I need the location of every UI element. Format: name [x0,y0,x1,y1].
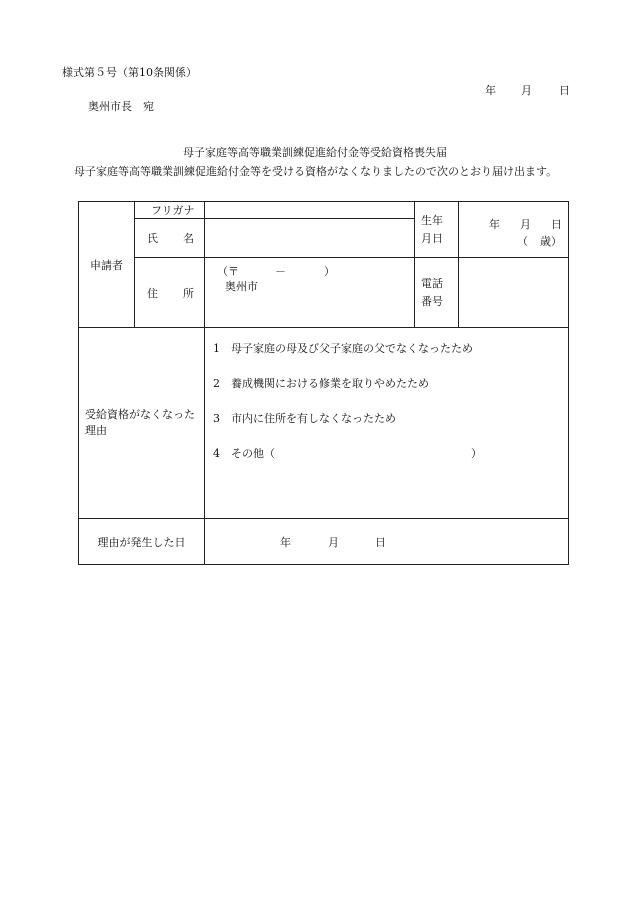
reason-option-2[interactable]: 2 養成機関における修業を取りやめたため [213,377,429,390]
furigana-label: フリガナ [135,202,205,219]
occurrence-month: 月 [328,536,339,549]
occurrence-year: 年 [280,536,291,549]
reason-option-4[interactable]: 4 その他（ ） [213,447,482,460]
address-label: 住 所 [135,258,205,328]
application-form-table [78,201,569,565]
reason-label: 受給資格がなくなった理由 [79,328,205,519]
date-month: 月 [521,84,532,97]
submission-date [485,82,570,98]
body-text: 母子家庭等高等職業訓練促進給付金等を受ける資格がなくなりましたので次のとおり届け出ます。 [74,165,558,178]
name-label: 氏 名 [135,219,205,258]
phone-label: 電話 番号 [415,258,459,328]
form-title: 母子家庭等高等職業訓練促進給付金等受給資格喪失届 [183,146,447,159]
form-number: 様式第５号（第10条関係） [62,66,197,79]
occurrence-date-field[interactable] [205,519,569,565]
date-year: 年 [485,84,496,97]
addressee: 奥州市長 宛 [88,100,154,113]
reason-option-1[interactable]: 1 母子家庭の母及び父子家庭の父でなくなったため [213,342,473,355]
birthdate-field[interactable]: 年 月 日 （ 歳） [459,202,569,258]
phone-field[interactable] [459,258,569,328]
occurrence-date-label: 理由が発生した日 [79,519,205,565]
reason-options [205,328,569,519]
address-field[interactable]: （〒 － ） 奥州市 [205,258,415,328]
occurrence-day: 日 [375,536,386,549]
name-field[interactable] [205,219,415,258]
reason-option-3[interactable]: 3 市内に住所を有しなくなったため [213,412,396,425]
date-day: 日 [559,84,570,97]
birthdate-label: 生年 月日 [415,202,459,258]
applicant-label: 申請者 [79,202,135,328]
furigana-field[interactable] [205,202,415,219]
